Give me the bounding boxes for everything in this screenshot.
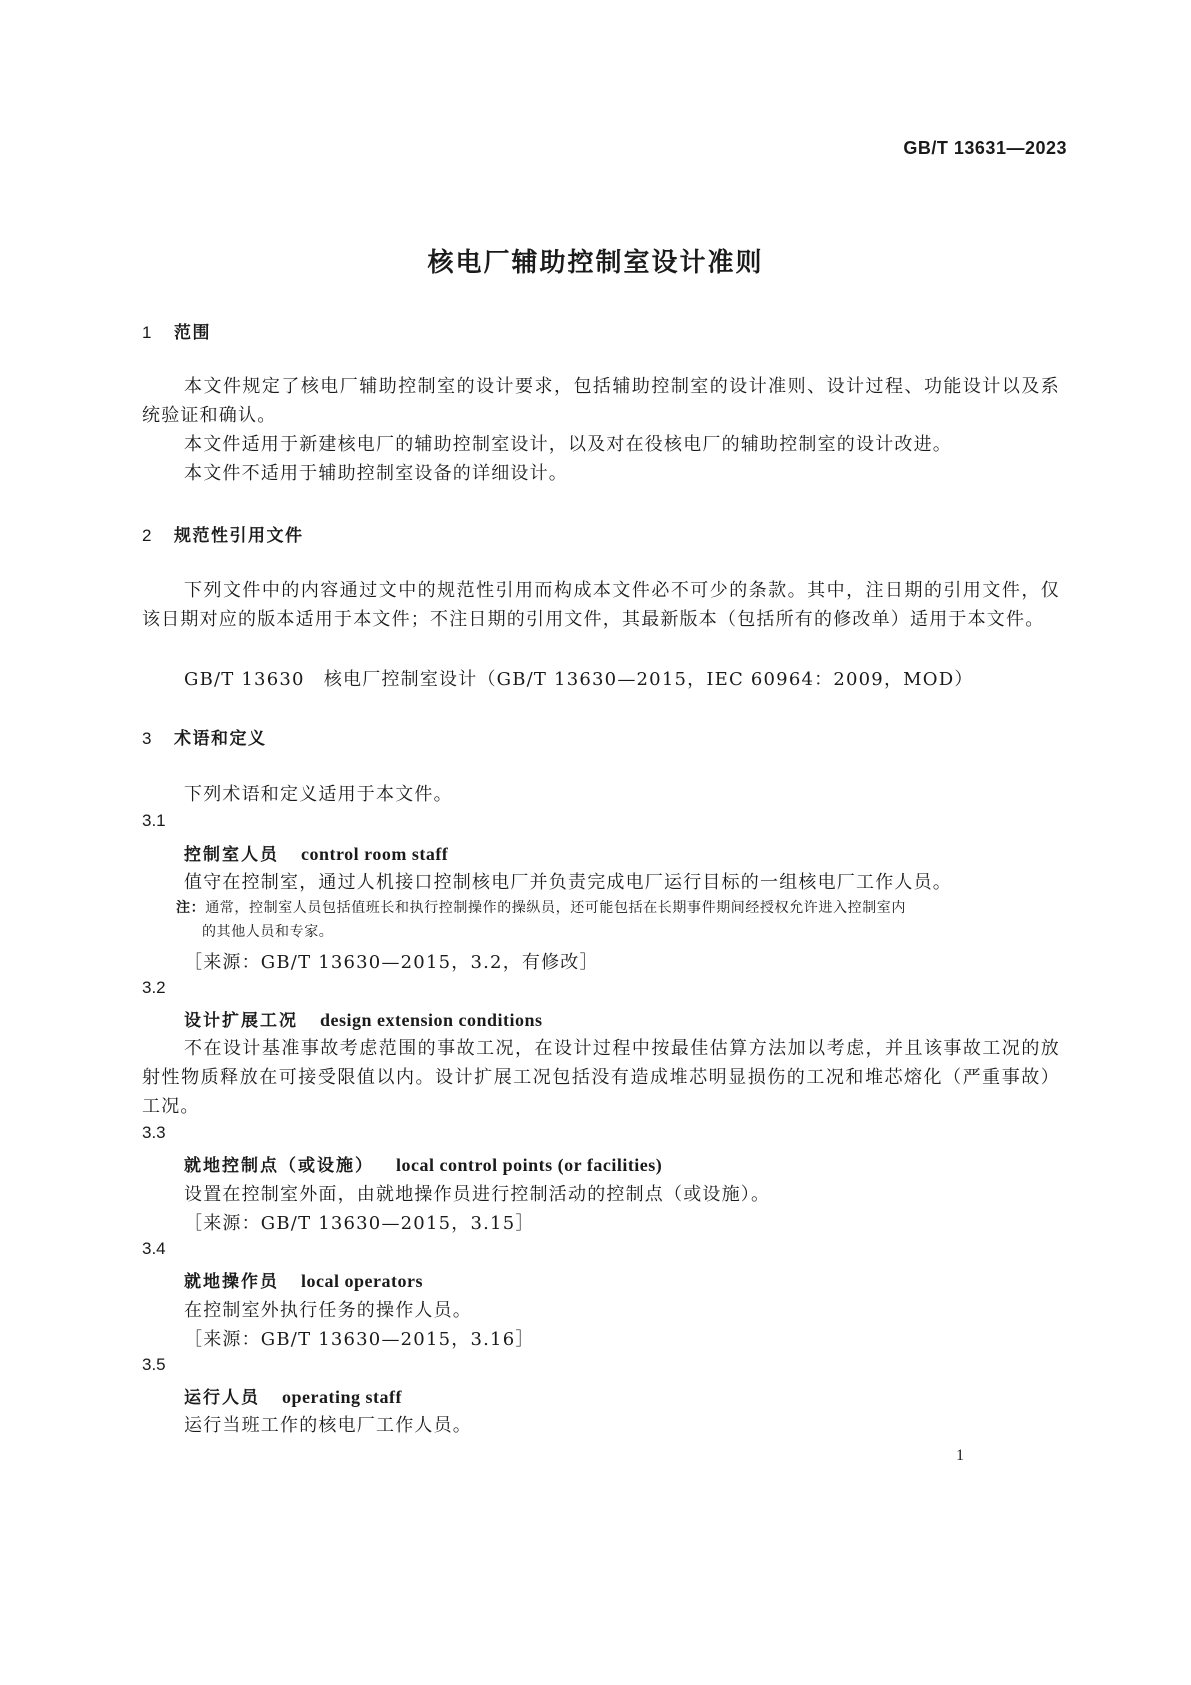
term-definition: 值守在控制室，通过人机接口控制核电厂并负责完成电厂运行目标的一组核电厂工作人员。 bbox=[184, 872, 952, 893]
section-number: 2 bbox=[142, 526, 153, 545]
normative-reference: GB/T 13630 核电厂控制室设计（GB/T 13630—2015，IEC 60964：2009，MOD） bbox=[184, 669, 974, 690]
term-en: control room staff bbox=[301, 844, 449, 864]
term-en: operating staff bbox=[282, 1387, 402, 1407]
term-definition: 在控制室外执行任务的操作人员。 bbox=[184, 1300, 472, 1321]
scope-paragraph-3: 本文件不适用于辅助控制室设备的详细设计。 bbox=[184, 463, 568, 484]
terms-intro: 下列术语和定义适用于本文件。 bbox=[184, 784, 453, 805]
scope-paragraph-1: 本文件规定了核电厂辅助控制室的设计要求，包括辅助控制室的设计准则、设计过程、功能设计以及系统验证和确认。 bbox=[142, 376, 1060, 426]
term-number: 3.4 bbox=[142, 1239, 166, 1258]
term-source: ［来源：GB/T 13630—2015，3.2，有修改］ bbox=[184, 952, 599, 973]
term-number: 3.2 bbox=[142, 978, 166, 997]
note-text-continued: 的其他人员和专家。 bbox=[202, 924, 334, 940]
page-number: 1 bbox=[956, 1447, 964, 1464]
term-definition: 设置在控制室外面，由就地操作员进行控制活动的控制点（或设施）。 bbox=[184, 1184, 771, 1205]
term-entry bbox=[184, 1006, 543, 1031]
section-heading-terms bbox=[142, 724, 267, 749]
note-label: 注： bbox=[176, 900, 206, 916]
term-number: 3.3 bbox=[142, 1123, 166, 1142]
section-title: 范围 bbox=[174, 323, 211, 343]
scope-paragraph-2: 本文件适用于新建核电厂的辅助控制室设计，以及对在役核电厂的辅助控制室的设计改进。 bbox=[184, 434, 952, 455]
section-title: 术语和定义 bbox=[174, 729, 267, 749]
term-entry bbox=[184, 1383, 402, 1408]
term-en: local control points (or facilities) bbox=[396, 1155, 663, 1175]
term-en: design extension conditions bbox=[320, 1010, 543, 1030]
section-heading-scope bbox=[142, 318, 211, 343]
term-entry bbox=[184, 840, 448, 865]
term-zh: 设计扩展工况 bbox=[184, 1011, 298, 1031]
term-source: ［来源：GB/T 13630—2015，3.16］ bbox=[184, 1329, 535, 1350]
term-definition: 不在设计基准事故考虑范围的事故工况，在设计过程中按最佳估算方法加以考虑，并且该事故工况的放射性物质释放在可接受限值以内。设计扩展工况包括没有造成堆芯明显损伤的工况和堆芯熔化（严重事故）工况。 bbox=[142, 1038, 1060, 1117]
term-zh: 运行人员 bbox=[184, 1388, 260, 1408]
term-entry bbox=[184, 1267, 423, 1292]
term-number: 3.5 bbox=[142, 1355, 166, 1374]
section-heading-references bbox=[142, 521, 304, 546]
term-zh: 就地操作员 bbox=[184, 1272, 279, 1292]
term-note bbox=[176, 896, 1060, 944]
term-zh: 控制室人员 bbox=[184, 845, 279, 865]
note-text: 通常，控制室人员包括值班长和执行控制操作的操纵员，还可能包括在长期事件期间经授权允许进入控制室内 bbox=[205, 900, 906, 916]
term-en: local operators bbox=[301, 1271, 423, 1291]
document-title: 核电厂辅助控制室设计准则 bbox=[427, 248, 764, 278]
section-number: 1 bbox=[142, 323, 153, 342]
section-title: 规范性引用文件 bbox=[174, 526, 304, 546]
term-zh: 就地控制点（或设施） bbox=[184, 1156, 374, 1176]
references-paragraph: 下列文件中的内容通过文中的规范性引用而构成本文件必不可少的条款。其中，注日期的引用文件，仅该日期对应的版本适用于本文件；不注日期的引用文件，其最新版本（包括所有的修改单）适用于本文件。 bbox=[142, 580, 1060, 630]
term-definition: 运行当班工作的核电厂工作人员。 bbox=[184, 1415, 472, 1436]
standard-number: GB/T 13631—2023 bbox=[903, 138, 1067, 158]
section-number: 3 bbox=[142, 729, 153, 748]
term-entry bbox=[184, 1151, 662, 1176]
term-number: 3.1 bbox=[142, 811, 166, 830]
term-source: ［来源：GB/T 13630—2015，3.15］ bbox=[184, 1213, 535, 1234]
